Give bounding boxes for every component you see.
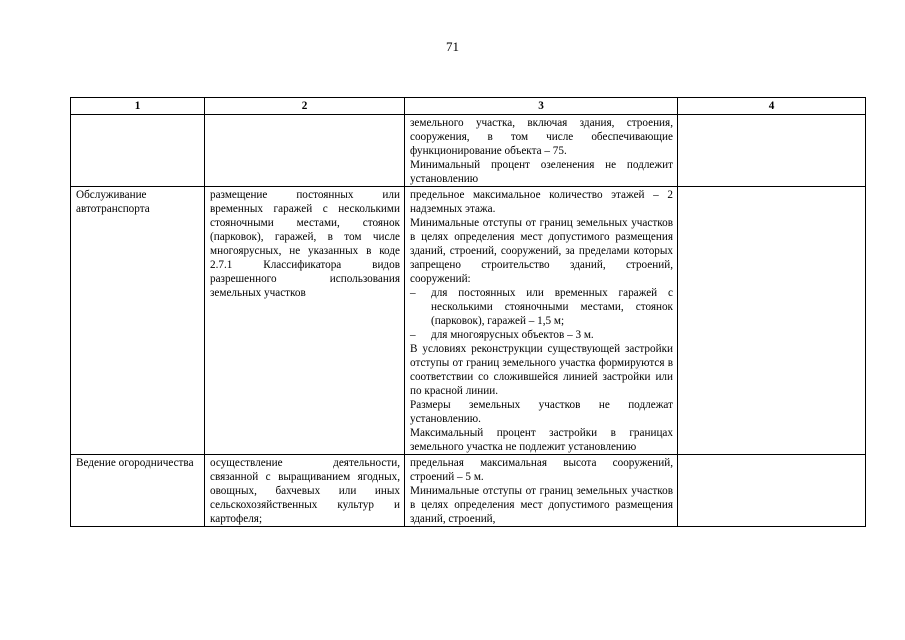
paragraph: Минимальные отступы от границ земельных участков в целях определения мест допустимого размещения зданий, строений, xyxy=(410,485,673,525)
cell-parameters xyxy=(405,455,678,527)
cell-use-description: осуществление деятельности, связанной с выращиванием ягодных, овощных, бахчевых или иных сельскохозяйственных культур и картофеля; xyxy=(205,455,405,527)
header-col-4: 4 xyxy=(678,98,866,115)
header-col-3: 3 xyxy=(405,98,678,115)
table-row xyxy=(71,115,866,187)
header-col-1: 1 xyxy=(71,98,205,115)
cell-use-name: Ведение огородничества xyxy=(71,455,205,527)
page-number: 71 xyxy=(446,39,459,54)
table-header-row xyxy=(71,98,866,115)
paragraph: Размеры земельных участков не подлежат установлению. xyxy=(410,399,673,425)
regulations-table xyxy=(70,97,866,527)
list-item: – для постоянных или временных гаражей с несколькими стояночными местами, стоянок (парковок), гаражей – 1,5 м; xyxy=(410,286,673,328)
paragraph: предельная максимальная высота сооружений, строений – 5 м. xyxy=(410,457,673,483)
cell-parameters xyxy=(405,187,678,455)
cell-use-description: размещение постоянных или временных гаражей с несколькими стояночными местами, стоянок (парковок), гаражей, в том числе многоярусных, не указанных в коде 2.7.1 Классификатора видов разрешенного использования земельных участков xyxy=(205,187,405,455)
cell-use-name: Обслуживание автотранспорта xyxy=(71,187,205,455)
paragraph: Минимальные отступы от границ земельных участков в целях определения мест допустимого размещения зданий, строений, сооружений, за пределами которых запрещено строительство зданий, строений, сооружений: xyxy=(410,217,673,285)
cell-notes xyxy=(678,115,866,187)
list-item: – для многоярусных объектов – 3 м. xyxy=(410,328,673,342)
header-col-2: 2 xyxy=(205,98,405,115)
cell-use-description xyxy=(205,115,405,187)
paragraph: Минимальный процент озеленения не подлежит установлению xyxy=(410,159,673,185)
table-row xyxy=(71,187,866,455)
cell-use-name xyxy=(71,115,205,187)
paragraph: земельного участка, включая здания, строения, сооружения, в том числе обеспечивающие функционирование объекта – 75. xyxy=(410,117,673,157)
paragraph: Максимальный процент застройки в границах земельного участка не подлежит установлению xyxy=(410,427,673,453)
cell-notes xyxy=(678,187,866,455)
table-row xyxy=(71,455,866,527)
cell-parameters xyxy=(405,115,678,187)
paragraph: предельное максимальное количество этажей – 2 надземных этажа. xyxy=(410,189,673,215)
paragraph: В условиях реконструкции существующей застройки отступы от границ земельного участка формируются в соответствии со сложившейся линией застройки или по красной линии. xyxy=(410,343,673,397)
cell-notes xyxy=(678,455,866,527)
